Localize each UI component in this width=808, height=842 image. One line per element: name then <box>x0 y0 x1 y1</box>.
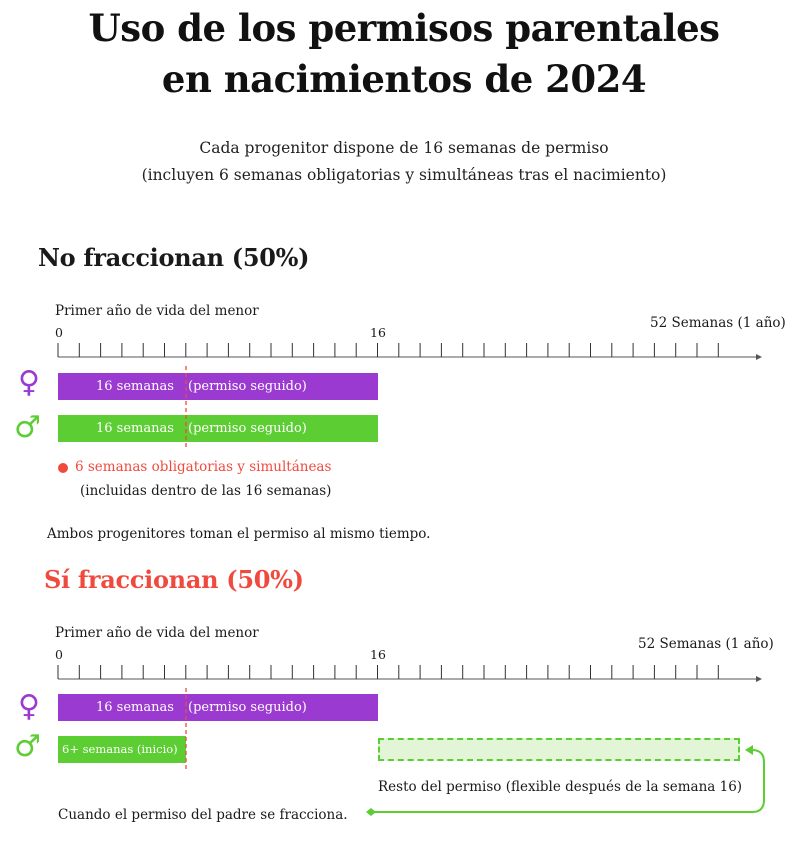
connector-endpoint <box>366 808 376 816</box>
subtitle-line-1: Cada progenitor dispone de 16 semanas de permiso <box>199 139 609 157</box>
female-icon: ♀ <box>18 689 40 724</box>
male-icon: ♂ <box>14 729 41 764</box>
section2-female-bar-weeks: 16 semanas <box>96 700 174 715</box>
title-line-2: en nacimientos de 2024 <box>161 57 647 101</box>
section1-tick-label-16: 16 <box>370 325 386 340</box>
section1-male-bar-weeks: 16 semanas <box>96 421 174 436</box>
section2-heading: Sí fraccionan (50%) <box>44 565 304 594</box>
connector-arrow <box>366 745 764 816</box>
connector-arrowhead <box>745 745 753 755</box>
section2-tick-label-52: 52 Semanas (1 año) <box>638 636 774 652</box>
section2-rest-label: Resto del permiso (flexible después de la semana 16) <box>378 779 743 795</box>
section1-footnote: Ambos progenitores toman el permiso al mismo tiempo. <box>47 526 431 542</box>
female-icon: ♀ <box>18 365 40 400</box>
section2-footnote: Cuando el permiso del padre se fracciona. <box>58 807 348 823</box>
section1-female-bar-weeks: 16 semanas <box>96 379 174 394</box>
section2-tick-label-0: 0 <box>55 647 63 662</box>
section1-tick-label-52: 52 Semanas (1 año) <box>650 315 786 331</box>
connector-path <box>372 750 764 812</box>
section2-female-bar-note: (permiso seguido) <box>188 700 307 715</box>
title-line-1: Uso de los permisos parentales <box>88 6 720 50</box>
section2-axis-arrow <box>756 676 762 682</box>
section2-male-bar-label: 6+ semanas (inicio) <box>62 742 178 756</box>
section1-heading: No fraccionan (50%) <box>38 243 310 272</box>
mandatory-legend-text: 6 semanas obligatorias y simultáneas <box>75 459 332 475</box>
section1-male-bar-note: (permiso seguido) <box>188 421 307 436</box>
mandatory-legend-subtext: (incluidas dentro de las 16 semanas) <box>80 483 332 499</box>
section1-tick-label-0: 0 <box>55 325 63 340</box>
section2-axis-group <box>58 665 762 682</box>
male-icon: ♂ <box>14 410 41 445</box>
section2-timeline-caption: Primer año de vida del menor <box>55 625 259 641</box>
subtitle-line-2: (incluyen 6 semanas obligatorias y simultáneas tras el nacimiento) <box>141 166 667 184</box>
section1-timeline-caption: Primer año de vida del menor <box>55 303 259 319</box>
section2-tick-label-16: 16 <box>370 647 386 662</box>
section1-female-bar-note: (permiso seguido) <box>188 379 307 394</box>
